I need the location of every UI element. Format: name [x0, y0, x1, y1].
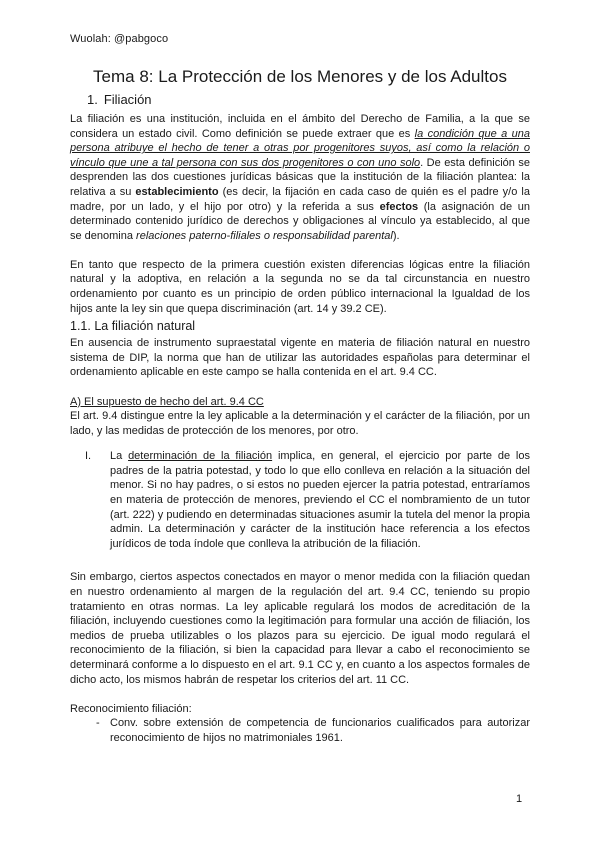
- dash-bullet-marker: -: [96, 717, 100, 730]
- page-number: 1: [516, 793, 523, 805]
- section-number: 1.: [87, 92, 98, 107]
- list-item-text: La determinación de la filiación implica, en general, el ejercicio por parte de los padres de la patria potestad, y todo lo que ello conlleva en relación a la situación del menor. Si no hay padres, o si estos no pueden ejercer la patria potestad, entraríamos en materia de protección de menores, previendo el CC el nombramiento de un tutor (art. 222) y pudiendo en determinadas situaciones asumir la tutela del menor la propia admin. La determinación y carácter de la institución hace referencia a los efectos jurídicos de toda índole que conlleva la atribución de la filiación.: [110, 450, 530, 550]
- paragraph-ausencia-instrumento: En ausencia de instrumento supraestatal vigente en materia de filiación natural en nuestro sistema de DIP, la norma que han de utilizar las autoridades españolas para determinar el ordenamiento aplicable en este campo se halla contenida en el art. 9.4 CC.: [70, 337, 530, 379]
- paragraph-art94-distingue: El art. 9.4 distingue entre la ley aplicable a la determinación y el carácter de la filiación, por un lado, y las medidas de protección de los menores, por otro.: [70, 410, 530, 437]
- heading-supuesto-hecho-art94: A) El supuesto de hecho del art. 9.4 CC: [70, 395, 264, 408]
- list-item-determinacion-filiacion: [70, 449, 530, 551]
- paragraph-sin-embargo-aspectos: Sin embargo, ciertos aspectos conectados en mayor o menor medida con la filiación quedan en nuestro ordenamiento al margen de la regulación del art. 9.4 CC, teniendo su propio tratamiento en otras normas. La ley aplicable regulará los modos de acreditación de la filiación, incluyendo cuestiones como la legitimación para formular una acción de filiación, los medios de prueba utilizables o los plazos para su ejercicio. De igual modo regulará el reconocimiento de la filiación, si bien la capacidad para llevar a cabo el reconocimiento se determinará conforme a lo dispuesto en el art. 9.1 CC y, en cuanto a los aspectos formales de dicho acto, los mismos habrán de respetar los criterios del art. 11 CC.: [70, 571, 530, 686]
- document-title: Tema 8: La Protección de los Menores y de los Adultos: [93, 67, 507, 86]
- roman-numeral-marker: I.: [85, 450, 92, 463]
- section-label: Filiación: [103, 92, 152, 107]
- label-reconocimiento-filiacion: Reconocimiento filiación:: [70, 702, 192, 715]
- bullet-item-text: Conv. sobre extensión de competencia de funcionarios cualificados para autorizar reconocimiento de hijos no matrimoniales 1961.: [110, 717, 530, 744]
- bullet-item-convencion-1961: [70, 716, 530, 745]
- subsection-heading-filiacion-natural: 1.1. La filiación natural: [70, 319, 196, 334]
- paragraph-cuestiones-juridicas: En tanto que respecto de la primera cuestión existen diferencias lógicas entre la filiación natural y la adoptiva, en relación a la segunda no se da tal circunstancia en nuestro ordenamiento por cuanto es un principio de orden público internacional la Igualdad de los hijos ante la ley sin que quepa discriminación (art. 14 y 39.2 CE).: [70, 258, 530, 315]
- watermark-header: Wuolah: @pabgoco: [70, 33, 169, 45]
- paragraph-definicion-filiacion: La filiación es una institución, incluida en el ámbito del Derecho de Familia, a la que se considera un estado civil. Como definición se puede extraer que es la condición que a una persona atribuye el hecho de tener a otras por progenitores suyos, así como la relación o vínculo que une a tal persona con sus dos progenitores o con uno solo. De esta definición se desprenden las dos cuestiones jurídicas básicas que la institución de la filiación plantea: la relativa a su establecimiento (es decir, la fijación en cada caso de quién es el padre y/o la madre, por un lado, y el hijo por otro) y la referida a sus efectos (la asignación de un determinado contenido jurídico de derechos y obligaciones al vínculo ya establecido, al que se denomina relaciones paterno-filiales o responsabilidad parental).: [70, 113, 531, 242]
- section-heading-filiacion: [70, 92, 530, 107]
